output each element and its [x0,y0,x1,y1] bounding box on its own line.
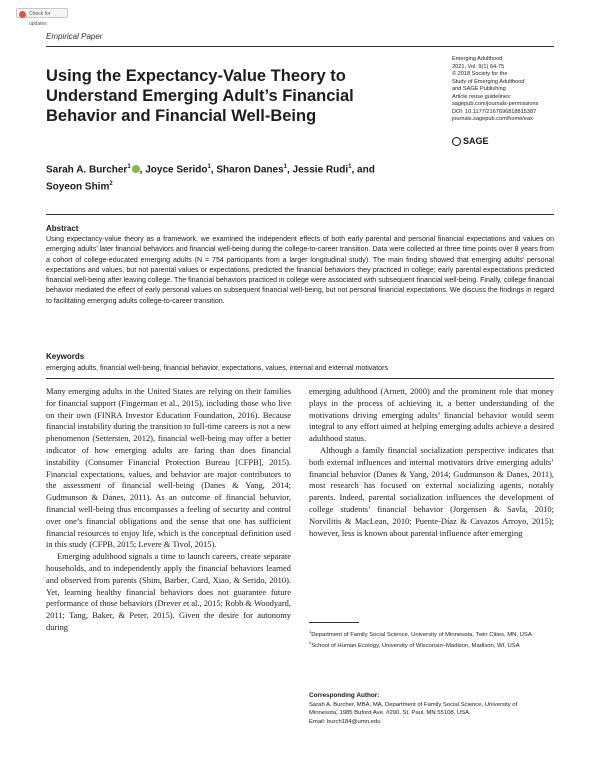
journal-publisher: and SAGE Publishing [452,86,506,92]
affiliation-marker: 2 [109,181,113,188]
body-divider [46,378,554,379]
journal-copyright: © 2018 Society for the [452,71,508,77]
journal-name: Emerging Adulthood [452,56,503,62]
article-title: Using the Expectancy-Value Theory to Understand Emerging Adult’s Financial Behavior and Financial Well-Being [46,67,354,125]
journal-info [452,56,572,124]
corresponding-author-email[interactable]: Email: burch184@umn.edu [309,718,381,725]
author-name: , and Soyeon Shim [46,164,375,193]
body-column-left [46,386,291,634]
body-paragraph: Many emerging adults in the United States are relying on their families for financial support (Fingerman et al., 2015), including those who live on their own (FINRA Investor Education Foundation, 2016). Because financial instability during the transition to full-time careers is not a new phenomenon (Settersten, 2012), financial well-being may offer a better indicator of how emerging adults are faring than does financial instability (Consumer Financial Protection Bureau [CFPB], 2015). Financial expectations, values, and behavior are major contributors to the assessment of financial well-being (Danes & Yang, 2014; Gudmunson & Danes, 2011). As an outcome of financial behavior, financial well-being thus encompasses a feeling of security and control over one’s financial obligations and the sense that one has sufficient financial resources to enjoy life, which is the conceptual definition used in this study (CFPB, 2015; Levere & Tivol, 2015). [46,386,291,550]
check-for-updates-badge[interactable] [16,8,68,27]
footnote-divider [309,622,359,623]
affiliation-marker: 1 [207,164,211,170]
footnote-marker: 2 [309,640,312,646]
author-name: Sarah A. Burcher [46,164,128,176]
corresponding-author-line: Sarah A. Burcher, MBA, MA, Department of Family Social Science, University of [309,702,518,708]
author-name: , Jessie Rudi [286,164,349,176]
abstract-text: Using expectancy-value theory as a framework, we examined the independent effects of both early parental and personal financial expectations and values on emerging adults’ later financial behaviors and financial well-being during the college-to-career transition. Data were collected at three time points over 8 years from a cohort of college-educated emerging adults (N = 754 participants from a larger longitudinal study). The main finding showed that emerging adults’ personal expectations and values, but not parental values or expectations, predicted the financial behaviors they practiced in college; early parental expectations predicted financial well-being after leaving college. The financial behaviors practiced in college were associated with subsequent financial well-being. Finally, college financial behavior mediated the effect of early personal values on subsequent financial well-being, but not personal financial expectations. We discuss the findings in regard to facilitating emerging adults college-to-career transition. [46,236,554,305]
sage-logo-text: SAGE [463,136,489,146]
keywords-heading: Keywords [46,352,85,361]
abstract-divider [46,214,554,215]
header-divider [46,46,554,47]
sage-logo-icon [452,137,461,146]
check-for-updates-label: Check for updates [29,11,51,27]
body-paragraph: Although a family financial socialization perspective indicates that both external influences and internal motivators drive emerging adults’ financial behavior (Danes & Yang, 2014; Gudmunson & Danes, 2011), most research has focused on external socializing agents, notably parents. Indeed, parental socialization influences the development of college students’ financial behavior (Jorgensen & Savla, 2010; Norvilitis & MacLean, 2010; Puente-Díaz & Cavazos Arroyo, 2015); however, less is known about parental influence after emerging [309,444,554,538]
affiliation-marker: 1 [283,164,287,170]
permissions-link[interactable]: sagepub.com/journals-permissions [452,101,539,107]
reuse-guidelines-label: Article reuse guidelines: [452,93,512,100]
abstract-heading: Abstract [46,224,79,233]
orcid-icon[interactable] [132,165,140,173]
body-paragraph: Emerging adulthood signals a time to launch careers, create separate households, and to independently apply the financial behaviors learned and observed from parents (Shim, Barber, Card, Xiao, & Serido, 2010). Yet, learning healthy financial behaviors does not guarantee future performance of those behaviors (Drever et al., 2015; Robb & Woodyard, 2011; Tang, Baker, & Peter, 2015). Given the desire for autonomy during [46,551,291,632]
affiliation-marker: 1 [348,164,352,170]
affiliation-footnotes [309,628,554,651]
body-column-right [309,386,554,539]
affiliation-marker: 1 [127,164,131,170]
author-name: , Joyce Serido [139,164,208,176]
corresponding-author-address: Minnesota, 1985 Buford Ave. #290, St. Paul, MN 55108, USA. [309,710,471,717]
journal-volume: 2021, Vol. 9(1) 64-75 [452,63,505,70]
affiliation-footnote [309,628,554,639]
author-name: , Sharon Danes [210,164,284,176]
affiliation-text: School of Human Ecology, University of Wisconsin–Madison, Madison, WI, USA [311,643,520,650]
doi-link[interactable]: DOI: 10.1177/2167696818815387 [452,108,537,115]
sage-logo [452,136,489,146]
affiliation-text: Department of Family Social Science, University of Minnesota, Twin Cities, MN, USA [311,631,532,638]
journal-copyright-cont: Study of Emerging Adulthood [452,78,525,85]
corresponding-author-heading: Corresponding Author: [309,692,380,699]
journal-home-link[interactable]: journals.sagepub.com/home/eax [452,116,533,122]
author-list [46,160,386,195]
keywords-text: emerging adults, financial well-being, financial behavior, expectations, values, internal and external motivators [46,365,388,372]
corresponding-author-details [309,701,554,726]
crossmark-icon [19,11,26,18]
body-paragraph: emerging adulthood (Arnett, 2000) and the prominent role that money plays in the process of achieving it, a better understanding of the motivations driving emerging adults’ financial behavior would seem integral to any effort aimed at helping emerging adults achieve a desired adulthood status. [309,386,554,444]
footnote-marker: 1 [309,629,312,634]
paper-type-label: Empirical Paper [46,32,103,41]
affiliation-footnote [309,639,554,650]
